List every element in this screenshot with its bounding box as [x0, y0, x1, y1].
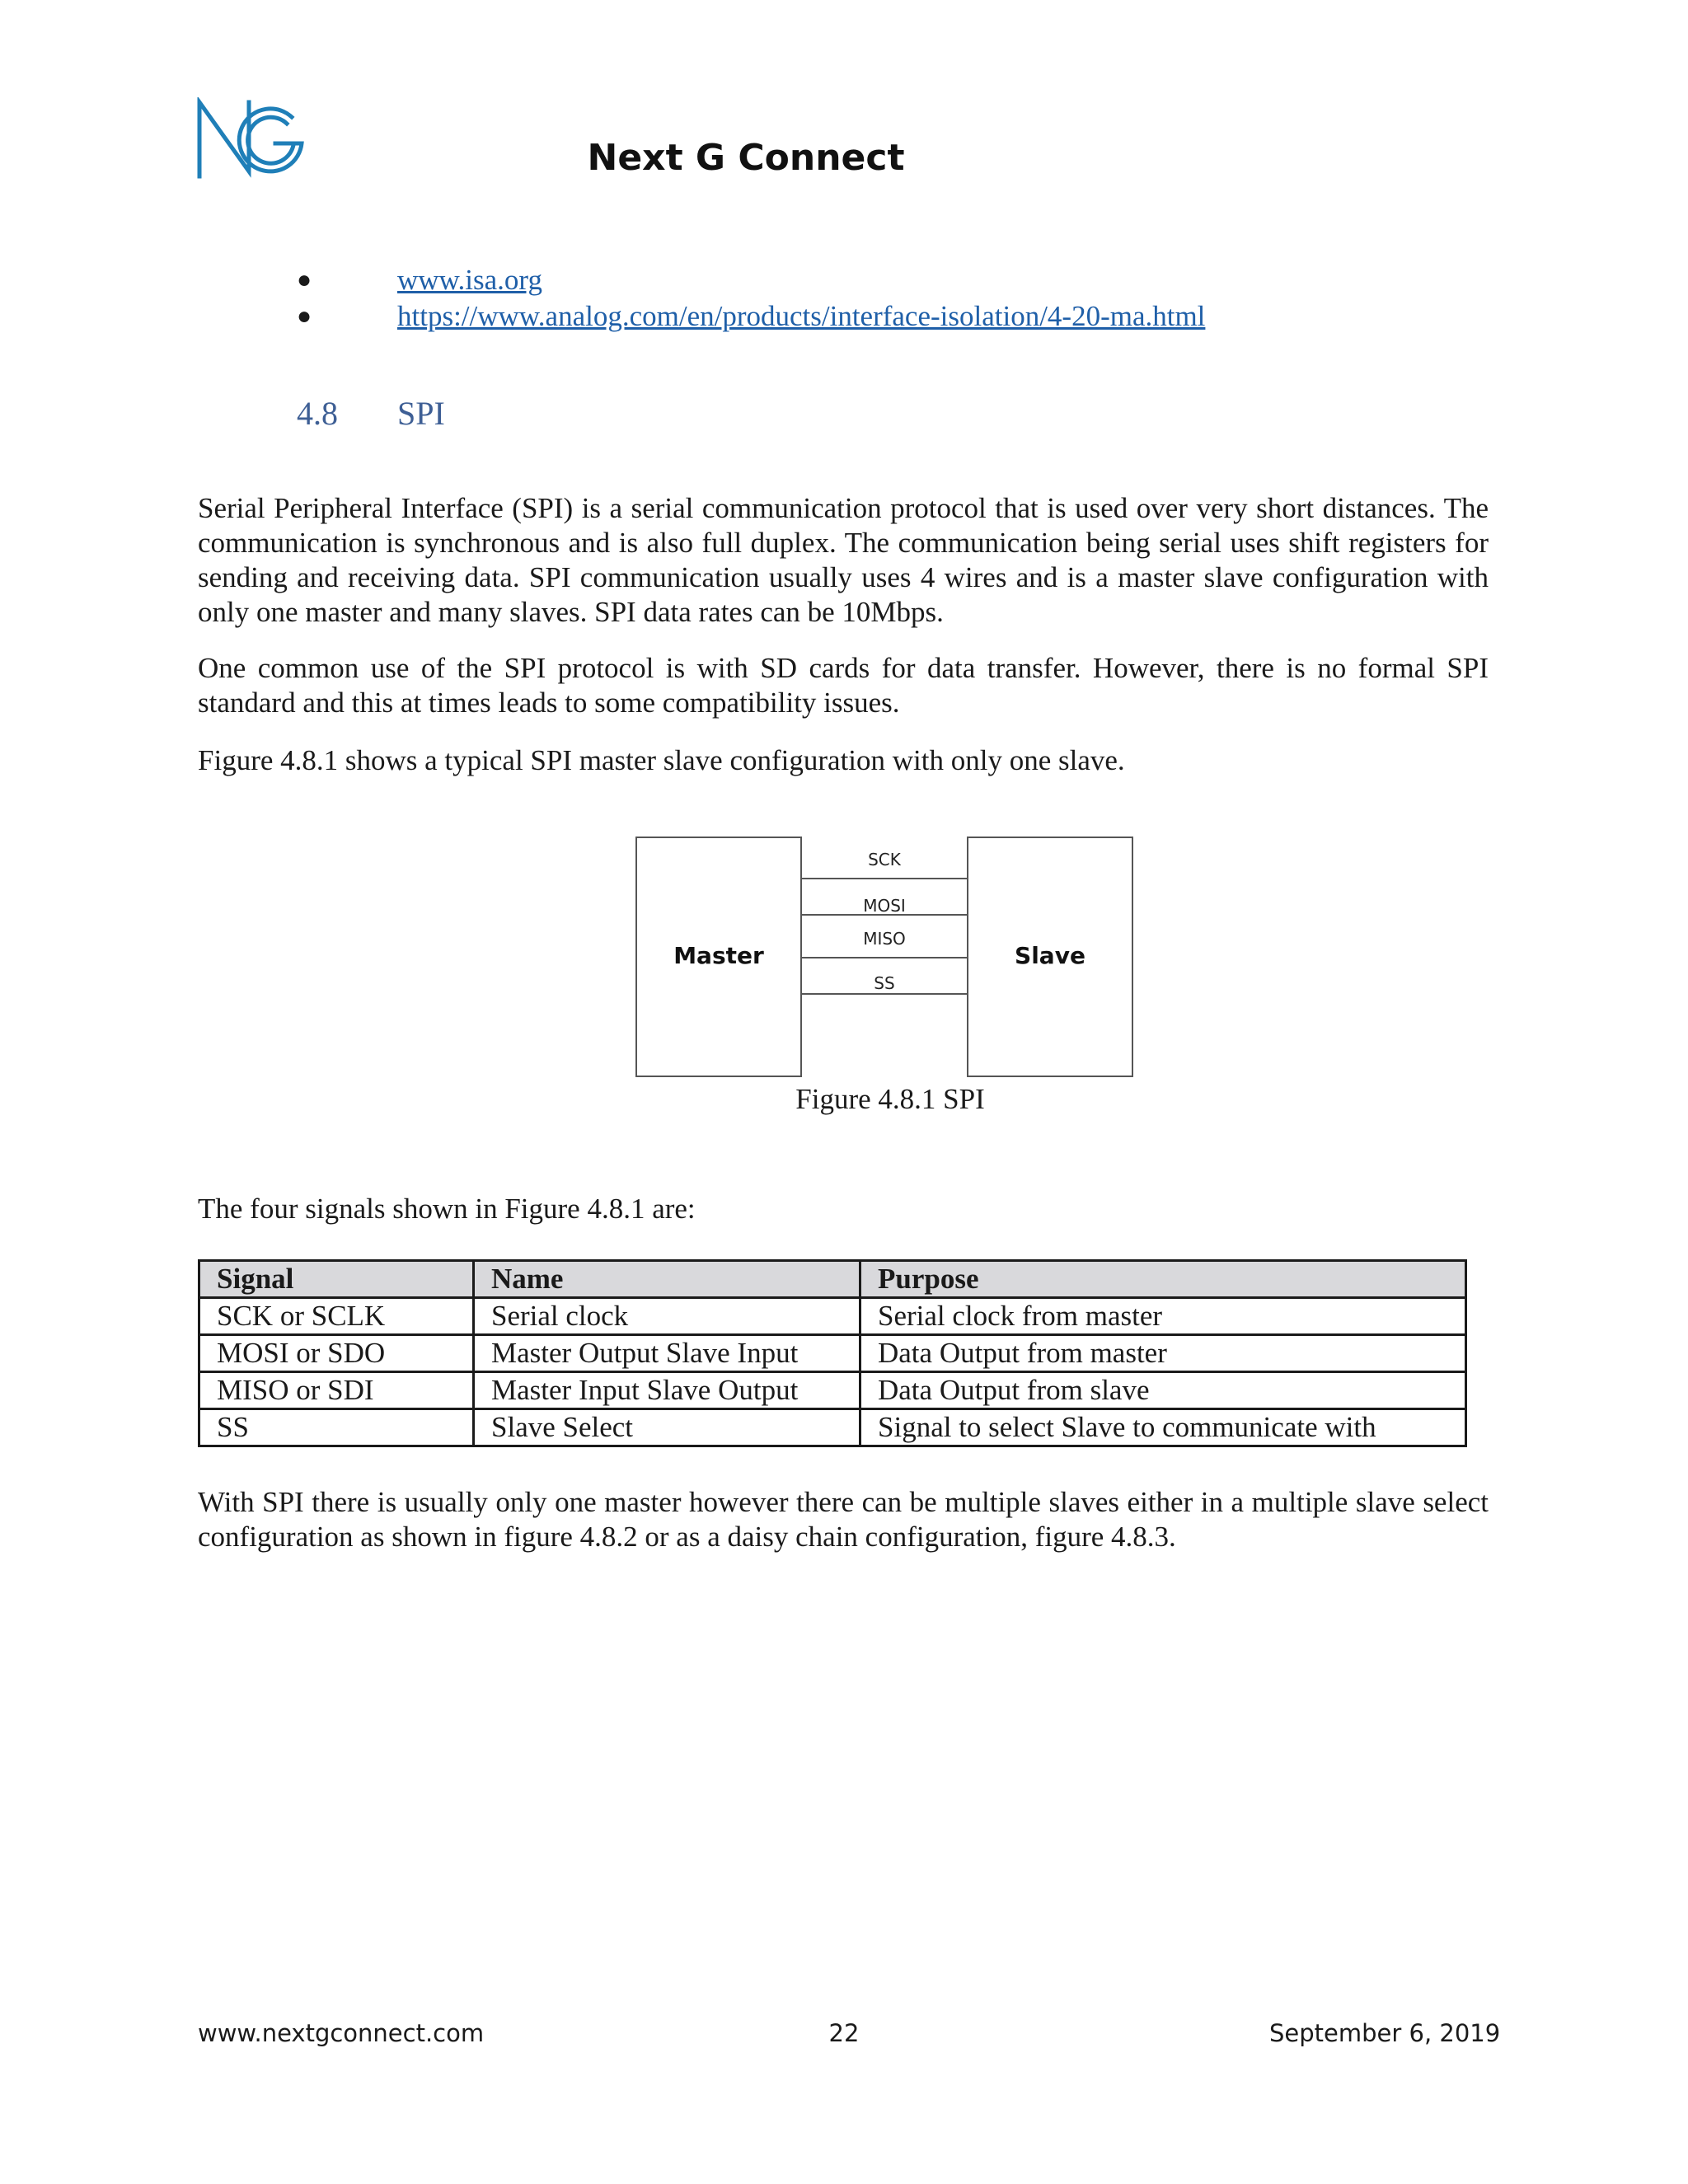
footer-website: www.nextgconnect.com: [198, 2019, 485, 2047]
table-row: [199, 1409, 1466, 1446]
spi-diagram: [635, 836, 1146, 1083]
section-number: 4.8: [297, 395, 338, 432]
paragraph-signals-intro: The four signals shown in Figure 4.8.1 are:: [198, 1193, 696, 1225]
miso-label: MISO: [863, 929, 906, 949]
bullet-icon: ●: [297, 266, 312, 293]
cell-purpose: Data Output from slave: [860, 1372, 1466, 1409]
cell-signal: SCK or SCLK: [199, 1298, 474, 1335]
cell-signal: MISO or SDI: [199, 1372, 474, 1409]
figure-caption: Figure 4.8.1 SPI: [795, 1083, 985, 1115]
document-title: Next G Connect: [587, 137, 905, 179]
footer-date: September 6, 2019: [1269, 2019, 1501, 2047]
paragraph-figure-ref: Figure 4.8.1 shows a typical SPI master slave configuration with only one slave.: [198, 744, 1125, 776]
table-row: [199, 1298, 1466, 1335]
paragraph-sd-cards: One common use of the SPI protocol is with SD cards for data transfer. However, there is no formal SPI standard and this at times leads to some compatibility issues.: [198, 652, 1489, 719]
table-row: [199, 1335, 1466, 1372]
link-isa[interactable]: www.isa.org: [397, 264, 542, 296]
footer-page-number: 22: [828, 2019, 860, 2047]
mosi-label: MOSI: [863, 896, 906, 916]
slave-label: Slave: [1015, 942, 1085, 969]
table-header-row: [199, 1261, 1466, 1298]
master-label: Master: [673, 942, 764, 969]
cell-purpose: Data Output from master: [860, 1335, 1466, 1372]
sck-label: SCK: [868, 850, 901, 869]
section-heading: [297, 394, 445, 433]
cell-signal: MOSI or SDO: [199, 1335, 474, 1372]
link-analog[interactable]: https://www.analog.com/en/products/interface-isolation/4-20-ma.html: [397, 300, 1206, 332]
table-row: [199, 1372, 1466, 1409]
ss-label: SS: [874, 973, 895, 993]
cell-name: Slave Select: [474, 1409, 860, 1446]
signals-table: [198, 1259, 1467, 1447]
cell-purpose: Signal to select Slave to communicate with: [860, 1409, 1466, 1446]
bullet-icon: ●: [297, 302, 312, 330]
header-signal: Signal: [199, 1261, 474, 1298]
cell-name: Serial clock: [474, 1298, 860, 1335]
header-purpose: Purpose: [860, 1261, 1466, 1298]
paragraph-multiple-slaves: With SPI there is usually only one master however there can be multiple slaves either in a multiple slave select configuration as shown in figure 4.8.2 or as a daisy chain configuration, figure 4.8.3.: [198, 1486, 1489, 1553]
cell-name: Master Output Slave Input: [474, 1335, 860, 1372]
cell-name: Master Input Slave Output: [474, 1372, 860, 1409]
paragraph-spi-intro: Serial Peripheral Interface (SPI) is a serial communication protocol that is used over very short distances. The communication is synchronous and is also full duplex. The communication being serial uses shift registers for sending and receiving data. SPI communication usually uses 4 wires and is a master slave configuration with only one master and many slaves. SPI data rates can be 10Mbps.: [198, 492, 1489, 628]
section-title: SPI: [397, 395, 445, 432]
cell-purpose: Serial clock from master: [860, 1298, 1466, 1335]
header-name: Name: [474, 1261, 860, 1298]
cell-signal: SS: [199, 1409, 474, 1446]
